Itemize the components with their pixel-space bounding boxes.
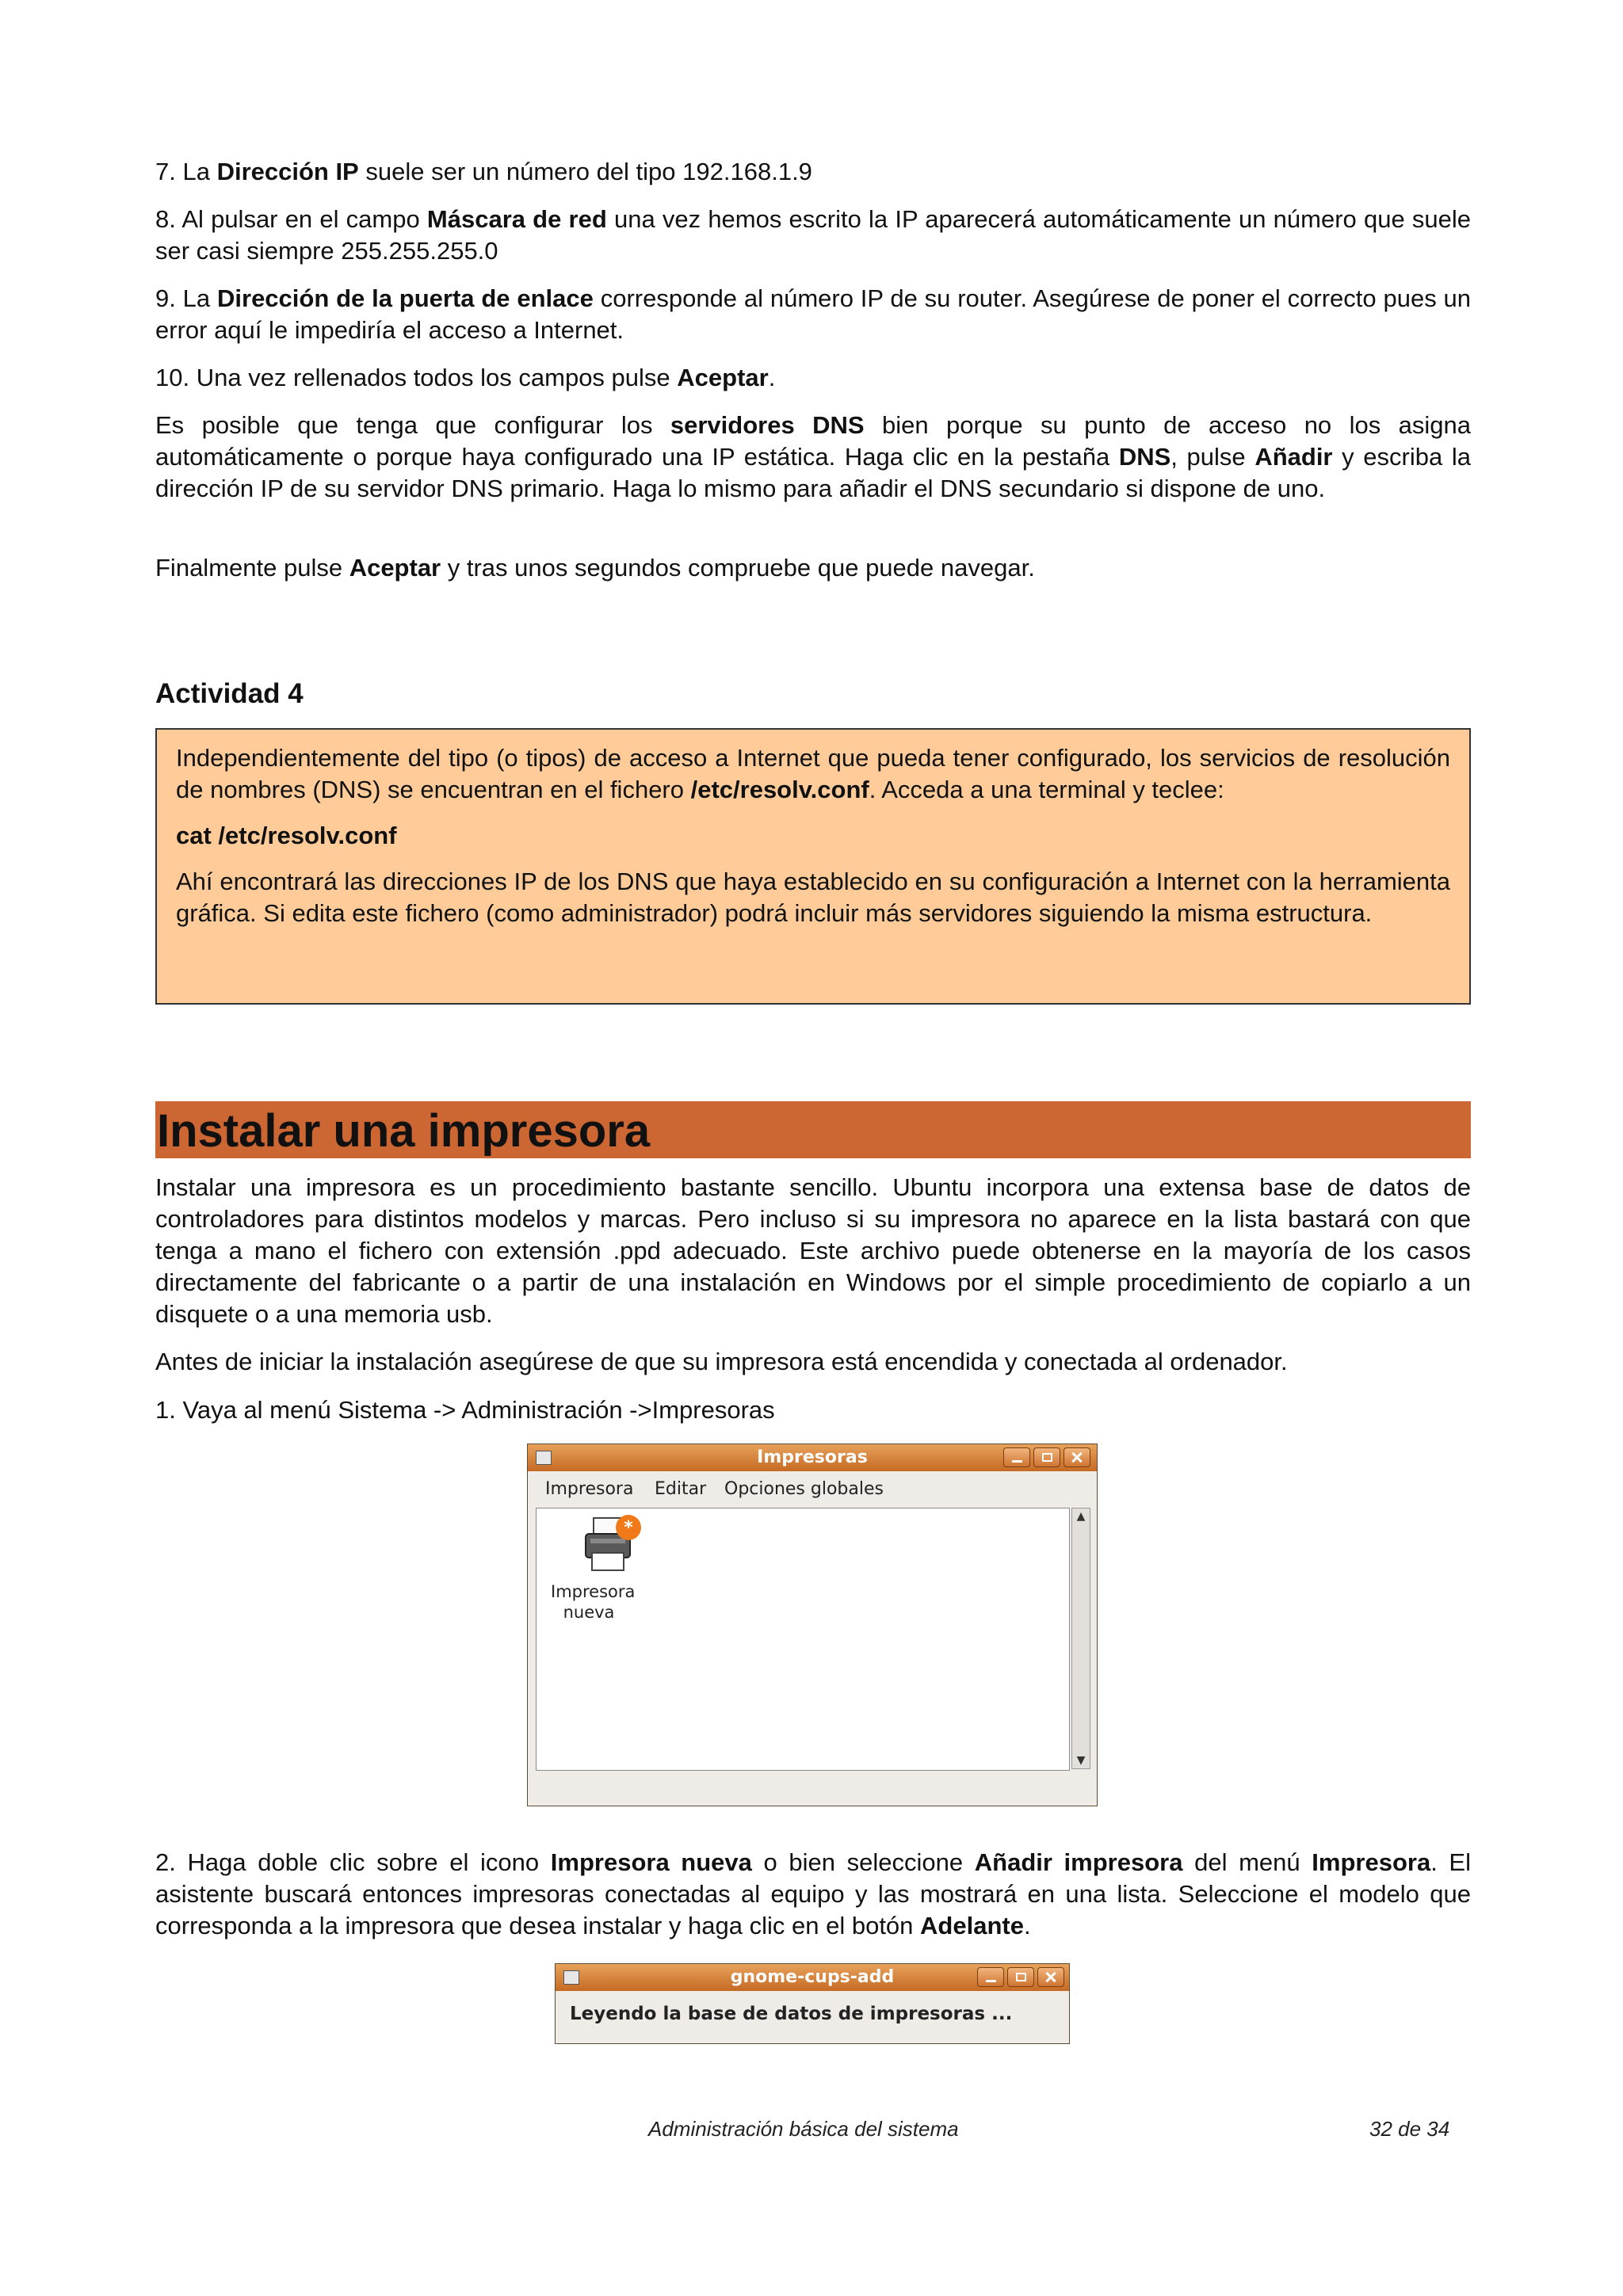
new-printer-label-line-1: Impresora	[551, 1582, 636, 1601]
final-paragraph: Finalmente pulse Aceptar y tras unos segundos compruebe que puede navegar.	[155, 554, 1035, 582]
step-8: 8. Al pulsar en el campo Máscara de red una vez hemos escrito la IP aparecerá automáticamente un número que suele ser casi siempre 255.255.255.0	[155, 205, 1471, 265]
printers-window	[527, 1444, 1098, 1806]
scroll-up-icon[interactable]: ▲	[1076, 1510, 1086, 1523]
printers-window-title: Impresoras	[757, 1447, 868, 1467]
activity-paragraph-2: Ahí encontrará las direcciones IP de los DNS que haya establecido en su configuración a Internet con la herramienta gráfica. Si edita este fichero (como administrador) podrá incluir más servidores siguiendo la misma estructura.	[176, 868, 1450, 927]
printers-window-titlebar	[528, 1444, 1097, 1471]
scroll-down-icon[interactable]: ▼	[1076, 1754, 1086, 1767]
step-7: 7. La Dirección IP suele ser un número del tipo 192.168.1.9	[155, 158, 812, 185]
printers-menubar	[528, 1471, 1097, 1508]
step-10: 10. Una vez rellenados todos los campos pulse Aceptar.	[155, 364, 776, 391]
svg-text:*: *	[624, 1518, 633, 1538]
activity-heading: Actividad 4	[155, 678, 304, 709]
install-step-2: 2. Haga doble clic sobre el icono Impresora nueva o bien seleccione Añadir impresora del menú Impresora. El asistente buscará entonces impresoras conectadas al equipo y las mostrará en una lista. Seleccione el modelo que corresponda a la impresora que desea instalar y haga clic en el botón Adelante.	[155, 1848, 1471, 1939]
activity-paragraph-1: Independientemente del tipo (o tipos) de acceso a Internet que pueda tener configurado, los servicios de resolución de nombres (DNS) se encuentran en el fichero /etc/resolv.conf. Acceda a una terminal y teclee:	[176, 744, 1450, 803]
cups-add-window	[555, 1963, 1070, 2044]
close-icon[interactable]	[1064, 1447, 1090, 1467]
cups-window-title: gnome-cups-add	[730, 1967, 895, 1987]
footer-page-number: 32 de 34	[1369, 2117, 1450, 2141]
new-printer-label-line-2: nueva	[563, 1603, 615, 1622]
footer-title: Administración básica del sistema	[648, 2117, 959, 2141]
cups-loading-message: Leyendo la base de datos de impresoras ...	[570, 2004, 1013, 2024]
section-prereq: Antes de iniciar la instalación asegúrese de que su impresora está encendida y conectada al ordenador.	[155, 1348, 1288, 1375]
menu-impresora[interactable]: Impresora	[545, 1479, 634, 1499]
new-printer-icon[interactable]	[582, 1513, 652, 1577]
maximize-icon[interactable]	[1007, 1967, 1034, 1987]
cups-window-titlebar	[556, 1964, 1069, 1991]
cups-window-icon	[563, 1970, 579, 1985]
step-9: 9. La Dirección de la puerta de enlace corresponde al número IP de su router. Asegúrese de poner el correcto pues un error aquí le impediría el acceso a Internet.	[155, 284, 1471, 344]
minimize-icon[interactable]	[1003, 1447, 1030, 1467]
close-icon[interactable]	[1037, 1967, 1064, 1987]
section-intro: Instalar una impresora es un procedimiento bastante sencillo. Ubuntu incorpora una extensa base de datos de controladores para distintos modelos y marcas. Pero incluso si su impresora no aparece en la lista bastará con que tenga a mano el fichero con extensión .ppd adecuado. Este archivo puede obtenerse en la mayoría de los casos directamente del fabricante o a partir de una instalación en Windows por el simple procedimiento de copiarlo a un disquete o a una memoria usb.	[155, 1173, 1471, 1328]
menu-opciones-globales[interactable]: Opciones globales	[724, 1479, 884, 1499]
install-step-1: 1. Vaya al menú Sistema -> Administración ->Impresoras	[155, 1396, 775, 1424]
printers-list-pane[interactable]	[536, 1508, 1070, 1771]
menu-editar[interactable]: Editar	[655, 1479, 707, 1499]
minimize-icon[interactable]	[977, 1967, 1004, 1987]
activity-box	[155, 728, 1471, 1005]
activity-command: cat /etc/resolv.conf	[176, 822, 397, 849]
dns-paragraph: Es posible que tenga que configurar los servidores DNS bien porque su punto de acceso no los asigna automáticamente o porque haya configurado una IP estática. Haga clic en la pestaña DNS, pulse Añadir y escriba la dirección IP de su servidor DNS primario. Haga lo mismo para añadir el DNS secundario si dispone de uno.	[155, 411, 1471, 502]
printer-window-icon	[536, 1451, 552, 1465]
section-title-bar	[155, 1101, 1471, 1158]
section-title: Instalar una impresora	[157, 1105, 651, 1157]
vertical-scrollbar[interactable]	[1071, 1508, 1090, 1769]
maximize-icon[interactable]	[1033, 1447, 1060, 1467]
new-printer-label	[551, 1581, 636, 1623]
